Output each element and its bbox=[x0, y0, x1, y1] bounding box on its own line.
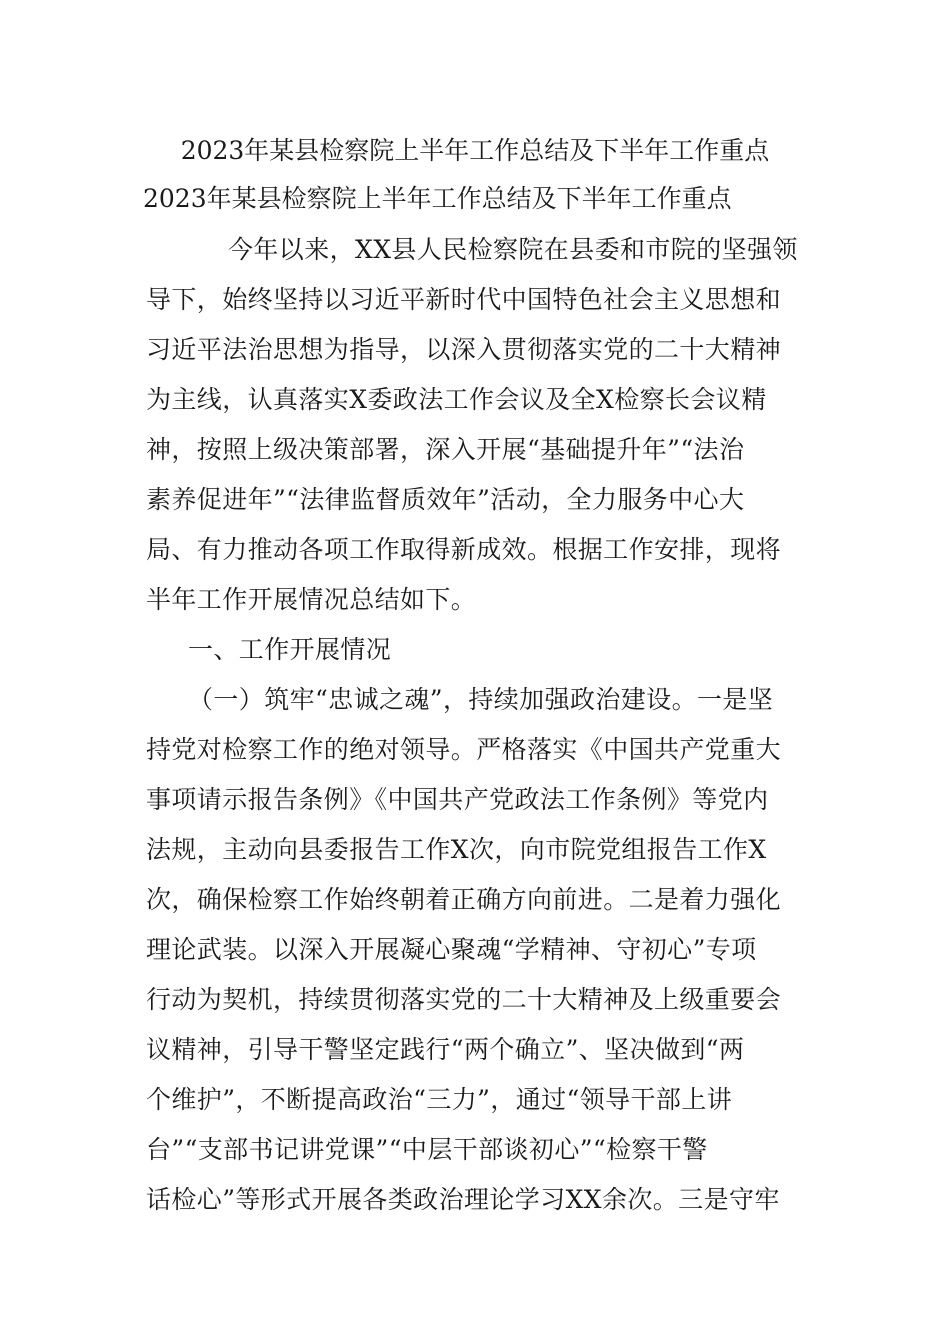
document-title: 2023年某县检察院上半年工作总结及下半年工作重点 bbox=[180, 136, 770, 165]
paragraph-line: 个维护”，不断提高政治“三力”，通过“领导干部上讲 bbox=[146, 1085, 733, 1114]
paragraph-line: 导下，始终坚持以习近平新时代中国特色社会主义思想和 bbox=[146, 285, 782, 314]
paragraph-line: 持党对检察工作的绝对领导。严格落实《中国共产党重大 bbox=[146, 735, 782, 764]
paragraph-line: 为主线，认真落实X委政法工作会议及全X检察长会议精 bbox=[146, 385, 767, 414]
paragraph-line: 事项请示报告条例》《中国共产党政法工作条例》等党内 bbox=[146, 785, 769, 814]
paragraph-line: 次，确保检察工作始终朝着正确方向前进。二是着力强化 bbox=[146, 885, 782, 914]
paragraph-line: 神，按照上级决策部署，深入开展“基础提升年”“法治 bbox=[146, 435, 745, 464]
paragraph-line: 习近平法治思想为指导，以深入贯彻落实党的二十大精神 bbox=[146, 335, 782, 364]
paragraph-line: （一）筑牢“忠诚之魂”，持续加强政治建设。一是坚 bbox=[188, 685, 774, 714]
paragraph-line: 今年以来，XX县人民检察院在县委和市院的坚强领 bbox=[228, 235, 798, 264]
paragraph-line: 局、有力推动各项工作取得新成效。根据工作安排，现将 bbox=[146, 535, 782, 564]
paragraph-line: 台”“支部书记讲党课”“中层干部谈初心”“检察干警 bbox=[146, 1135, 708, 1164]
paragraph-line: 素养促进年”“法律监督质效年”活动，全力服务中心大 bbox=[146, 485, 745, 514]
paragraph-line: 半年工作开展情况总结如下。 bbox=[146, 585, 477, 614]
paragraph-line: 话检心”等形式开展各类政治理论学习XX余次。三是守牢 bbox=[146, 1185, 780, 1214]
paragraph-line: 法规，主动向县委报告工作X次，向市院党组报告工作X bbox=[146, 835, 767, 864]
document-title-repeat: 2023年某县检察院上半年工作总结及下半年工作重点 bbox=[143, 184, 732, 213]
section-heading: 一、工作开展情况 bbox=[188, 635, 392, 664]
paragraph-line: 理论武装。以深入开展凝心聚魂“学精神、守初心”专项 bbox=[146, 935, 757, 964]
paragraph-line: 行动为契机，持续贯彻落实党的二十大精神及上级重要会 bbox=[146, 985, 782, 1014]
paragraph-line: 议精神，引导干警坚定践行“两个确立”、坚决做到“两 bbox=[146, 1035, 745, 1064]
document-body bbox=[146, 225, 816, 1225]
